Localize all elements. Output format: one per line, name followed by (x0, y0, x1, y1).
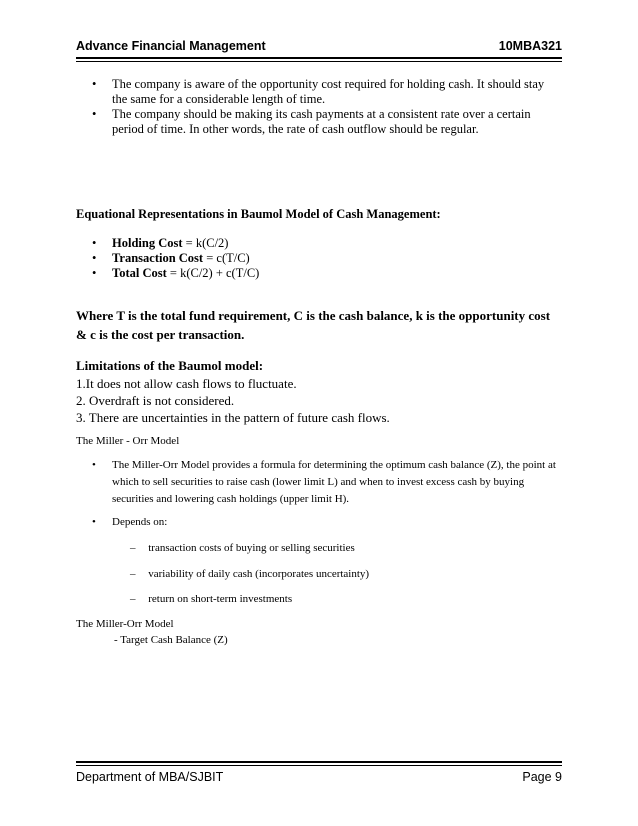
dash-icon: – (130, 593, 136, 605)
header-rule-thin (76, 61, 562, 62)
equations-list (92, 236, 562, 281)
equation-formula: = c(T/C) (203, 251, 250, 265)
list-item: 1.It does not allow cash flows to fluctuate. (76, 376, 297, 391)
equation-label: Transaction Cost (112, 251, 204, 265)
intro-bullet-list (92, 77, 562, 137)
page-number: Page 9 (522, 770, 562, 784)
bullet-icon: • (92, 516, 96, 528)
header-rule (76, 57, 562, 59)
footer-rule (76, 761, 562, 763)
list-item: 2. Overdraft is not considered. (76, 393, 235, 408)
bullet-icon: • (92, 251, 97, 265)
equations-heading: Equational Representations in Baumol Model of Cash Management: (76, 207, 441, 221)
list-item: • The company should be making its cash payments at a consistent rate over a certain period of time. In other words, the rate of cash outflow should be regular. (92, 107, 531, 136)
list-item: • The company is aware of the opportunity cost required for holding cash. It should stay the same for a considerable length of time. (92, 77, 545, 106)
equation-formula: = k(C/2) (182, 236, 229, 250)
sub-item: – transaction costs of buying or selling securities (130, 542, 355, 554)
equation-formula: = k(C/2) + c(T/C) (166, 266, 260, 280)
dash-icon: – (130, 542, 136, 554)
miller-orr-bullet-1: • The Miller-Orr Model provides a formula for determining the optimum cash balance (Z), the point at which to sell securities to raise cash (lower limit L) and when to invest excess cash by buying securities and lowering cash holdings (upper limit H). (92, 459, 556, 505)
target-cash-balance: - Target Cash Balance (Z) (114, 634, 228, 646)
header-title: Advance Financial Management (76, 39, 266, 53)
footer-department: Department of MBA/SJBIT (76, 770, 224, 784)
where-paragraph: Where T is the total fund requirement, C is the cash balance, k is the opportunity cost & c is the cost per transaction. (76, 308, 551, 342)
limitations-list (76, 375, 562, 426)
header-course-code: 10MBA321 (498, 39, 562, 53)
bullet-icon: • (92, 459, 96, 471)
bullet-icon: • (92, 107, 97, 121)
list-item (92, 236, 562, 251)
dash-icon: – (130, 568, 136, 580)
list-item (92, 251, 562, 266)
miller-orr-bullet-2: • Depends on: (92, 514, 562, 531)
sub-item: – variability of daily cash (incorporates uncertainty) (130, 568, 370, 580)
list-item (92, 266, 562, 281)
bullet-icon: • (92, 266, 97, 280)
list-item: 3. There are uncertainties in the pattern of future cash flows. (76, 410, 390, 425)
equation-label: Total Cost (112, 266, 167, 280)
miller-orr-title: The Miller - Orr Model (76, 435, 180, 447)
equation-label: Holding Cost (112, 236, 183, 250)
bullet-icon: • (92, 236, 97, 250)
sub-item: – return on short-term investments (130, 593, 293, 605)
bullet-icon: • (92, 77, 97, 91)
miller-orr-title-2: The Miller-Orr Model (76, 618, 174, 630)
footer-rule-thin (76, 765, 562, 766)
limitations-heading: Limitations of the Baumol model: (76, 358, 264, 373)
